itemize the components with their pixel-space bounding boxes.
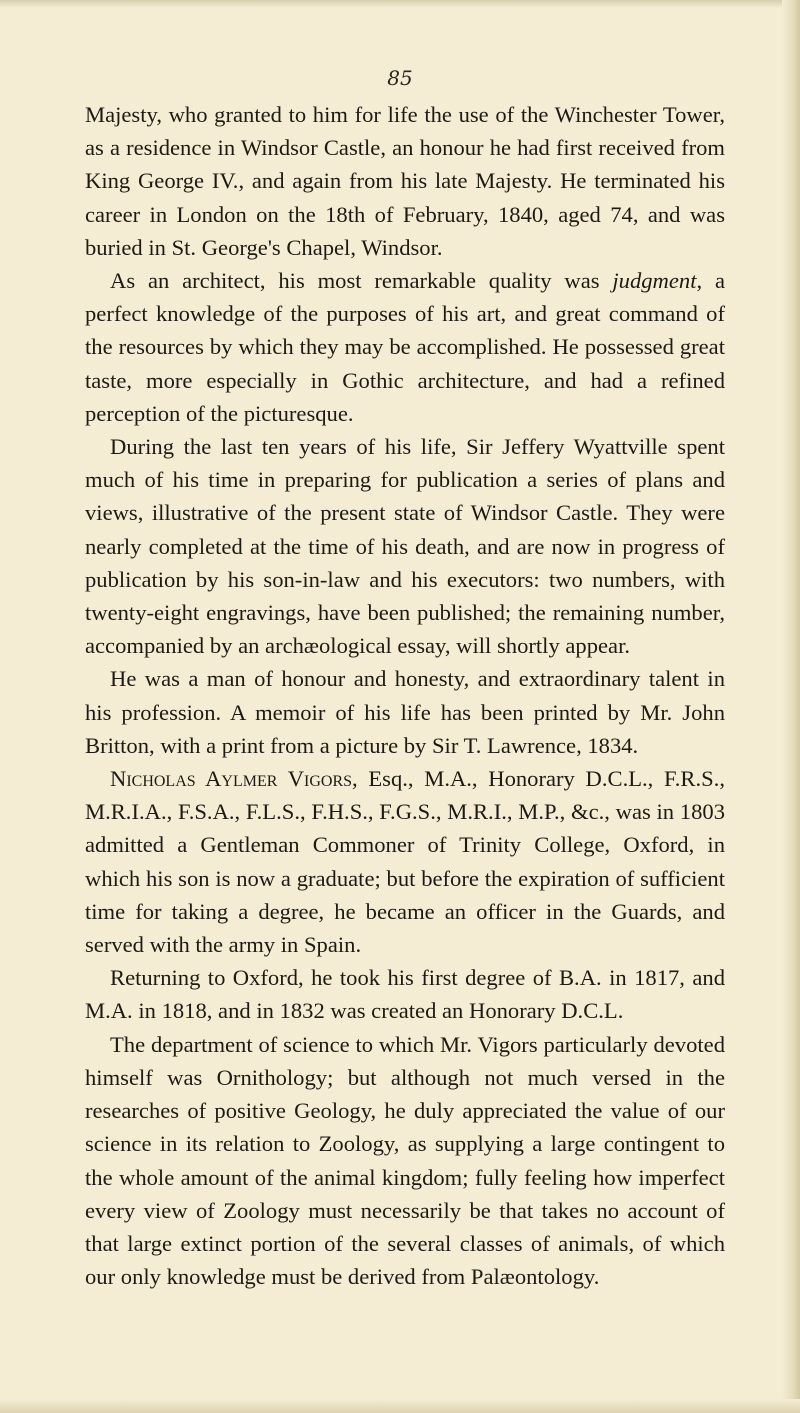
paragraph-2-end: , a perfect knowledge of the purposes of his art, and great command of the resources by which they may be accomplished. He possessed great taste, more especially in Gothic architecture, and had a refined perception of the picturesque. — [85, 268, 726, 426]
paragraph-2-start: As an architect, his most remarkable quality was — [110, 268, 613, 294]
paragraph-5 — [85, 762, 725, 961]
paragraph-7: The department of science to which Mr. Vigors particularly devoted himself was Ornithology; but although not much versed in the researches of positive Geology, he duly appreciated the value of our science in its relation to Zoology, as supplying a large contingent to the whole amount of the animal kingdom; fully feeling how imperfect every view of Zoology must necessarily be that takes no account of that large extinct portion of the several classes of animals, of which our only knowledge must be derived from Palæontology. — [85, 1031, 725, 1290]
person-name: Nicholas Aylmer Vigors — [110, 766, 353, 792]
paragraph-5-text: , Esq., M.A., Honorary D.C.L., F.R.S., M.R.I.A., F.S.A., F.L.S., F.H.S., F.G.S., M.R.I., M.P., &c., was in 1803 admitted a Gentleman Commoner of Trinity College, Oxford, in which his son is now a graduate; but before the expiration of sufficient time for taking a degree, he became an officer in the Guards, and served with the army in Spain. — [85, 766, 725, 958]
bottom-edge-shadow — [0, 1399, 800, 1413]
paragraph-1: Majesty, who granted to him for life the use of the Winchester Tower, as a residence in Windsor Castle, an honour he had first received from King George IV., and again from his late Majesty. He terminated his career in London on the 18th of February, 1840, aged 74, and was buried in St. George's Chapel, Windsor. — [85, 102, 725, 260]
page-number: 85 — [387, 66, 413, 90]
paragraph-6: Returning to Oxford, he took his first degree of B.A. in 1817, and M.A. in 1818, and in 1832 was created an Honorary D.C.L. — [85, 965, 725, 1024]
paragraph-3: During the last ten years of his life, Sir Jeffery Wyattville spent much of his time in preparing for publication a series of plans and views, illustrative of the present state of Windsor Castle. They were nearly completed at the time of his death, and are now in progress of publication by his son-in-law and his executors: two numbers, with twenty-eight engravings, have been published; the remaining number, accompanied by an archæological essay, will shortly appear. — [85, 434, 725, 659]
paragraph-4: He was a man of honour and honesty, and extraordinary talent in his profession. A memoir of his life has been printed by Mr. John Britton, with a print from a picture by Sir T. Lawrence, 1834. — [85, 666, 725, 758]
body-text — [85, 98, 725, 1293]
italic-emphasis: judgment — [612, 268, 697, 294]
top-edge-shadow — [0, 0, 800, 8]
right-edge-shadow — [782, 0, 800, 1413]
paragraph-2 — [85, 264, 725, 430]
